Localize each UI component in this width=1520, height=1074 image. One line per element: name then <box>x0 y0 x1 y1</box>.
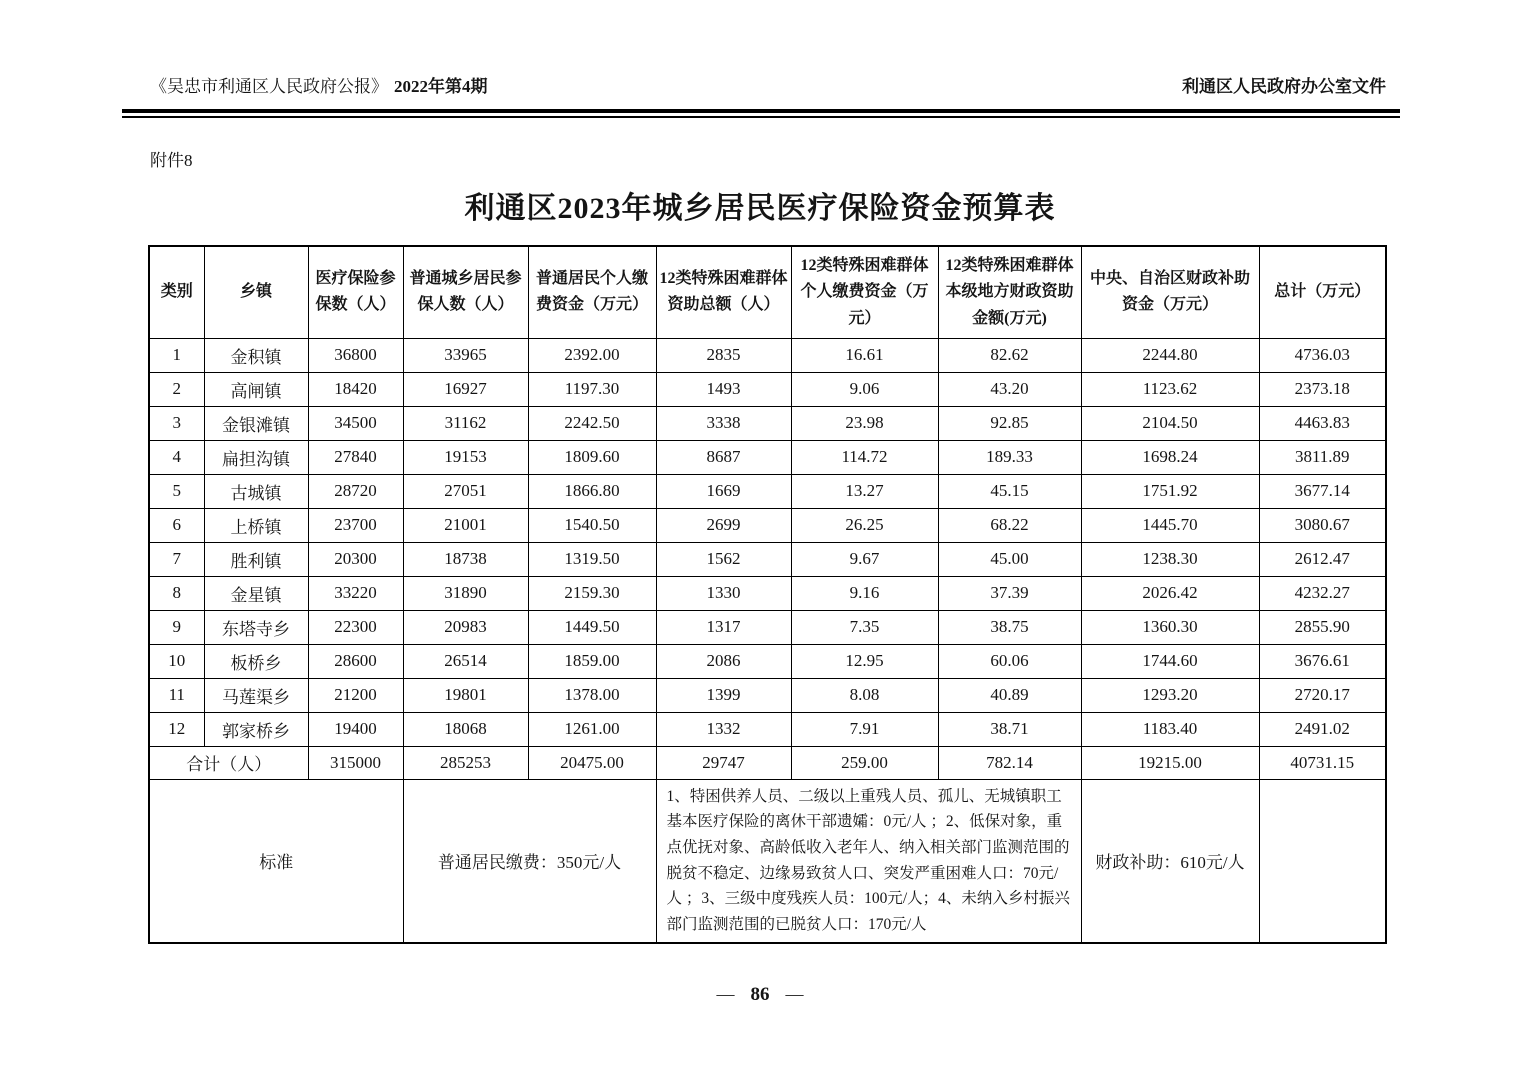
value-cell: 1744.60 <box>1081 644 1259 678</box>
value-cell: 114.72 <box>791 440 938 474</box>
value-cell: 4736.03 <box>1259 338 1386 372</box>
office-label: 利通区人民政府办公室文件 <box>1182 77 1386 96</box>
value-cell: 1540.50 <box>528 508 656 542</box>
value-cell: 27051 <box>403 474 528 508</box>
town-name-cell: 上桥镇 <box>204 508 308 542</box>
value-cell: 10 <box>149 644 204 678</box>
total-value-cell: 20475.00 <box>528 746 656 779</box>
column-header: 总计（万元） <box>1259 246 1386 338</box>
value-cell: 1123.62 <box>1081 372 1259 406</box>
value-cell: 82.62 <box>938 338 1081 372</box>
value-cell: 1562 <box>656 542 791 576</box>
value-cell: 92.85 <box>938 406 1081 440</box>
value-cell: 1493 <box>656 372 791 406</box>
footer-dash-left: — <box>716 984 735 1005</box>
value-cell: 1751.92 <box>1081 474 1259 508</box>
column-header: 12类特殊困难群体资助总额（人） <box>656 246 791 338</box>
value-cell: 31890 <box>403 576 528 610</box>
standard-label: 标准 <box>149 779 403 943</box>
value-cell: 1378.00 <box>528 678 656 712</box>
town-name-cell: 古城镇 <box>204 474 308 508</box>
value-cell: 6 <box>149 508 204 542</box>
value-cell: 2612.47 <box>1259 542 1386 576</box>
value-cell: 3811.89 <box>1259 440 1386 474</box>
value-cell: 16.61 <box>791 338 938 372</box>
column-header: 普通居民个人缴费资金（万元） <box>528 246 656 338</box>
value-cell: 33220 <box>308 576 403 610</box>
value-cell: 1319.50 <box>528 542 656 576</box>
value-cell: 2491.02 <box>1259 712 1386 746</box>
value-cell: 16927 <box>403 372 528 406</box>
column-header: 中央、自治区财政补助资金（万元） <box>1081 246 1259 338</box>
table-row <box>149 610 1386 644</box>
value-cell: 1332 <box>656 712 791 746</box>
value-cell: 1261.00 <box>528 712 656 746</box>
gazette-title: 《吴忠市利通区人民政府公报》 <box>150 77 388 96</box>
total-value-cell: 29747 <box>656 746 791 779</box>
value-cell: 26514 <box>403 644 528 678</box>
value-cell: 3 <box>149 406 204 440</box>
column-header: 12类特殊困难群体个人缴费资金（万元） <box>791 246 938 338</box>
column-header: 医疗保险参保数（人） <box>308 246 403 338</box>
value-cell: 1238.30 <box>1081 542 1259 576</box>
resident-fee-cell: 普通居民缴费：350元/人 <box>403 779 656 943</box>
table-row <box>149 678 1386 712</box>
value-cell: 36800 <box>308 338 403 372</box>
value-cell: 20983 <box>403 610 528 644</box>
value-cell: 22300 <box>308 610 403 644</box>
value-cell: 33965 <box>403 338 528 372</box>
page-title: 利通区2023年城乡居民医疗保险资金预算表 <box>464 192 1056 226</box>
total-row <box>149 746 1386 779</box>
table-row <box>149 576 1386 610</box>
value-cell: 37.39 <box>938 576 1081 610</box>
value-cell: 18420 <box>308 372 403 406</box>
table-row <box>149 474 1386 508</box>
value-cell: 2244.80 <box>1081 338 1259 372</box>
issue-label: 2022年第4期 <box>394 77 488 96</box>
table-row <box>149 712 1386 746</box>
double-rule <box>122 109 1400 118</box>
value-cell: 1197.30 <box>528 372 656 406</box>
value-cell: 3338 <box>656 406 791 440</box>
town-name-cell: 金星镇 <box>204 576 308 610</box>
value-cell: 18068 <box>403 712 528 746</box>
value-cell: 34500 <box>308 406 403 440</box>
page-footer <box>0 984 1520 1006</box>
total-label: 合计（人） <box>149 746 308 779</box>
value-cell: 31162 <box>403 406 528 440</box>
value-cell: 2699 <box>656 508 791 542</box>
value-cell: 9 <box>149 610 204 644</box>
gazette-header-left <box>150 76 488 98</box>
value-cell: 1183.40 <box>1081 712 1259 746</box>
value-cell: 1399 <box>656 678 791 712</box>
value-cell: 21001 <box>403 508 528 542</box>
town-name-cell: 金银滩镇 <box>204 406 308 440</box>
value-cell: 1449.50 <box>528 610 656 644</box>
value-cell: 1 <box>149 338 204 372</box>
value-cell: 2835 <box>656 338 791 372</box>
column-header: 普通城乡居民参保人数（人） <box>403 246 528 338</box>
table-body <box>149 338 1386 746</box>
value-cell: 1330 <box>656 576 791 610</box>
value-cell: 9.67 <box>791 542 938 576</box>
value-cell: 1866.80 <box>528 474 656 508</box>
table-row <box>149 406 1386 440</box>
value-cell: 19400 <box>308 712 403 746</box>
value-cell: 28600 <box>308 644 403 678</box>
value-cell: 1698.24 <box>1081 440 1259 474</box>
value-cell: 2855.90 <box>1259 610 1386 644</box>
value-cell: 8687 <box>656 440 791 474</box>
value-cell: 1445.70 <box>1081 508 1259 542</box>
value-cell: 2104.50 <box>1081 406 1259 440</box>
value-cell: 13.27 <box>791 474 938 508</box>
value-cell: 9.06 <box>791 372 938 406</box>
page-header <box>150 76 1386 98</box>
table-row <box>149 508 1386 542</box>
empty-cell <box>1259 779 1386 943</box>
value-cell: 1360.30 <box>1081 610 1259 644</box>
value-cell: 7.35 <box>791 610 938 644</box>
value-cell: 28720 <box>308 474 403 508</box>
value-cell: 45.15 <box>938 474 1081 508</box>
value-cell: 2373.18 <box>1259 372 1386 406</box>
table-row <box>149 644 1386 678</box>
value-cell: 2 <box>149 372 204 406</box>
value-cell: 19153 <box>403 440 528 474</box>
budget-table <box>148 245 1387 944</box>
table-row <box>149 440 1386 474</box>
value-cell: 2026.42 <box>1081 576 1259 610</box>
town-name-cell: 板桥乡 <box>204 644 308 678</box>
value-cell: 45.00 <box>938 542 1081 576</box>
standard-row <box>149 779 1386 943</box>
footer-dash-right: — <box>785 984 804 1005</box>
value-cell: 3676.61 <box>1259 644 1386 678</box>
value-cell: 23.98 <box>791 406 938 440</box>
value-cell: 1809.60 <box>528 440 656 474</box>
total-value-cell: 315000 <box>308 746 403 779</box>
value-cell: 12.95 <box>791 644 938 678</box>
value-cell: 4232.27 <box>1259 576 1386 610</box>
value-cell: 1293.20 <box>1081 678 1259 712</box>
value-cell: 4 <box>149 440 204 474</box>
total-value-cell: 19215.00 <box>1081 746 1259 779</box>
value-cell: 18738 <box>403 542 528 576</box>
value-cell: 7.91 <box>791 712 938 746</box>
page-number: 86 <box>750 983 770 1005</box>
special-groups-note-cell: 1、特困供养人员、二级以上重残人员、孤儿、无城镇职工基本医疗保险的离休干部遗孀：0元/人 ；2、低保对象，重点优抚对象、高龄低收入老年人、纳入相关部门监测范围的脱贫不稳定、边缘易致贫人口、突发严重困难人口：70元/人 ；3、三级中度残疾人员：100元/人；4、未纳入乡村振兴部门监测范围的已脱贫人口：170元/人 <box>656 779 1081 943</box>
value-cell: 7 <box>149 542 204 576</box>
town-name-cell: 胜利镇 <box>204 542 308 576</box>
town-name-cell: 高闸镇 <box>204 372 308 406</box>
value-cell: 2392.00 <box>528 338 656 372</box>
value-cell: 3080.67 <box>1259 508 1386 542</box>
value-cell: 68.22 <box>938 508 1081 542</box>
value-cell: 2720.17 <box>1259 678 1386 712</box>
value-cell: 4463.83 <box>1259 406 1386 440</box>
value-cell: 1859.00 <box>528 644 656 678</box>
town-name-cell: 马莲渠乡 <box>204 678 308 712</box>
column-header: 12类特殊困难群体本级地方财政资助金额(万元) <box>938 246 1081 338</box>
table-header-row <box>149 246 1386 338</box>
value-cell: 189.33 <box>938 440 1081 474</box>
column-header: 乡镇 <box>204 246 308 338</box>
total-value-cell: 782.14 <box>938 746 1081 779</box>
value-cell: 2159.30 <box>528 576 656 610</box>
value-cell: 38.75 <box>938 610 1081 644</box>
attachment-label: 附件8 <box>150 151 193 171</box>
value-cell: 1669 <box>656 474 791 508</box>
value-cell: 11 <box>149 678 204 712</box>
table-row <box>149 542 1386 576</box>
total-value-cell: 285253 <box>403 746 528 779</box>
town-name-cell: 郭家桥乡 <box>204 712 308 746</box>
value-cell: 12 <box>149 712 204 746</box>
value-cell: 2242.50 <box>528 406 656 440</box>
column-header: 类别 <box>149 246 204 338</box>
value-cell: 26.25 <box>791 508 938 542</box>
value-cell: 43.20 <box>938 372 1081 406</box>
value-cell: 20300 <box>308 542 403 576</box>
table-row <box>149 338 1386 372</box>
value-cell: 2086 <box>656 644 791 678</box>
town-name-cell: 东塔寺乡 <box>204 610 308 644</box>
value-cell: 40.89 <box>938 678 1081 712</box>
table-row <box>149 372 1386 406</box>
value-cell: 27840 <box>308 440 403 474</box>
financial-subsidy-cell: 财政补助：610元/人 <box>1081 779 1259 943</box>
value-cell: 9.16 <box>791 576 938 610</box>
total-value-cell: 40731.15 <box>1259 746 1386 779</box>
value-cell: 8 <box>149 576 204 610</box>
town-name-cell: 扁担沟镇 <box>204 440 308 474</box>
value-cell: 21200 <box>308 678 403 712</box>
value-cell: 1317 <box>656 610 791 644</box>
value-cell: 3677.14 <box>1259 474 1386 508</box>
value-cell: 19801 <box>403 678 528 712</box>
value-cell: 23700 <box>308 508 403 542</box>
value-cell: 5 <box>149 474 204 508</box>
town-name-cell: 金积镇 <box>204 338 308 372</box>
value-cell: 38.71 <box>938 712 1081 746</box>
total-value-cell: 259.00 <box>791 746 938 779</box>
value-cell: 8.08 <box>791 678 938 712</box>
value-cell: 60.06 <box>938 644 1081 678</box>
